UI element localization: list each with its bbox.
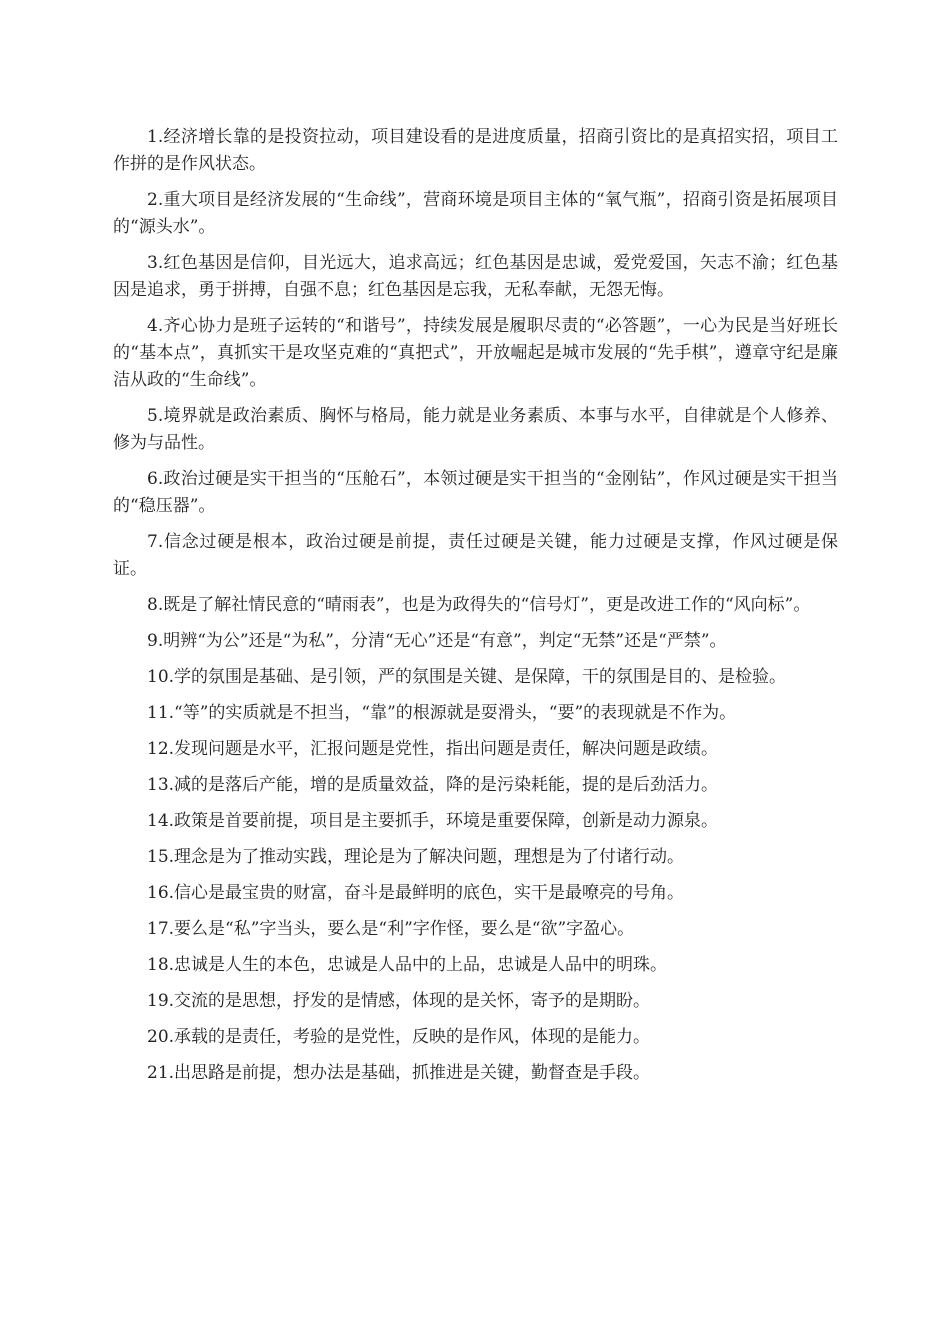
- paragraph-11: 11.“等”的实质就是不担当，“靠”的根源就是耍滑头，“要”的表现就是不作为。: [147, 703, 737, 723]
- paragraph-17: 17.要么是“私”字当头，要么是“利”字作怪，要么是“欲”字盈心。: [147, 919, 635, 939]
- paragraph-8: 8.既是了解社情民意的“晴雨表”，也是为政得失的“信号灯”，更是改进工作的“风向标”。: [147, 595, 811, 615]
- paragraph-10: 10.学的氛围是基础、是引领，严的氛围是关键、是保障，干的氛围是目的、是检验。: [147, 667, 787, 687]
- paragraph-16: 16.信心是最宝贵的财富，奋斗是最鲜明的底色，实干是最嘹亮的号角。: [147, 883, 685, 903]
- paragraph-9: 9.明辨“为公”还是“为私”，分清“无心”还是“有意”，判定“无禁”还是“严禁”。: [147, 631, 727, 651]
- paragraph-19: 19.交流的是思想，抒发的是情感，体现的是关怀，寄予的是期盼。: [147, 991, 651, 1011]
- paragraph-1: 1.经济增长靠的是投资拉动，项目建设看的是进度质量，招商引资比的是真招实招，项目工作拼的是作风状态。: [113, 127, 838, 174]
- paragraph-3: 3.红色基因是信仰，目光远大，追求高远；红色基因是忠诚，爱党爱国，矢志不渝；红色基因是追求，勇于拼搏，自强不息；红色基因是忘我，无私奉献，无怨无悔。: [113, 253, 838, 300]
- paragraph-4: 4.齐心协力是班子运转的“和谐号”，持续发展是履职尽责的“必答题”，一心为民是当好班长的“基本点”，真抓实干是攻坚克难的“真把式”，开放崛起是城市发展的“先手棋”，遵章守纪是廉洁从政的“生命线”。: [113, 316, 838, 390]
- paragraph-5: 5.境界就是政治素质、胸怀与格局，能力就是业务素质、本事与水平，自律就是个人修养、修为与品性。: [113, 406, 838, 453]
- paragraph-20: 20.承载的是责任，考验的是党性，反映的是作风，体现的是能力。: [147, 1027, 651, 1047]
- paragraph-18: 18.忠诚是人生的本色，忠诚是人品中的上品，忠诚是人品中的明珠。: [147, 955, 668, 975]
- document-page: [113, 124, 838, 1096]
- paragraph-2: 2.重大项目是经济发展的“生命线”，营商环境是项目主体的“氧气瓶”，招商引资是拓展项目的“源头水”。: [113, 190, 838, 237]
- paragraph-6: 6.政治过硬是实干担当的“压舱石”，本领过硬是实干担当的“金刚钻”，作风过硬是实干担当的“稳压器”。: [113, 469, 838, 516]
- paragraph-15: 15.理念是为了推动实践，理论是为了解决问题，理想是为了付诸行动。: [147, 847, 685, 867]
- paragraph-13: 13.减的是落后产能，增的是质量效益，降的是污染耗能，提的是后劲活力。: [147, 775, 719, 795]
- paragraph-12: 12.发现问题是水平，汇报问题是党性，指出问题是责任，解决问题是政绩。: [147, 739, 719, 759]
- paragraph-21: 21.出思路是前提，想办法是基础，抓推进是关键，勤督查是手段。: [147, 1063, 651, 1083]
- paragraph-14: 14.政策是首要前提，项目是主要抓手，环境是重要保障，创新是动力源泉。: [147, 811, 719, 831]
- paragraph-7: 7.信念过硬是根本，政治过硬是前提，责任过硬是关键，能力过硬是支撑，作风过硬是保证。: [113, 532, 838, 579]
